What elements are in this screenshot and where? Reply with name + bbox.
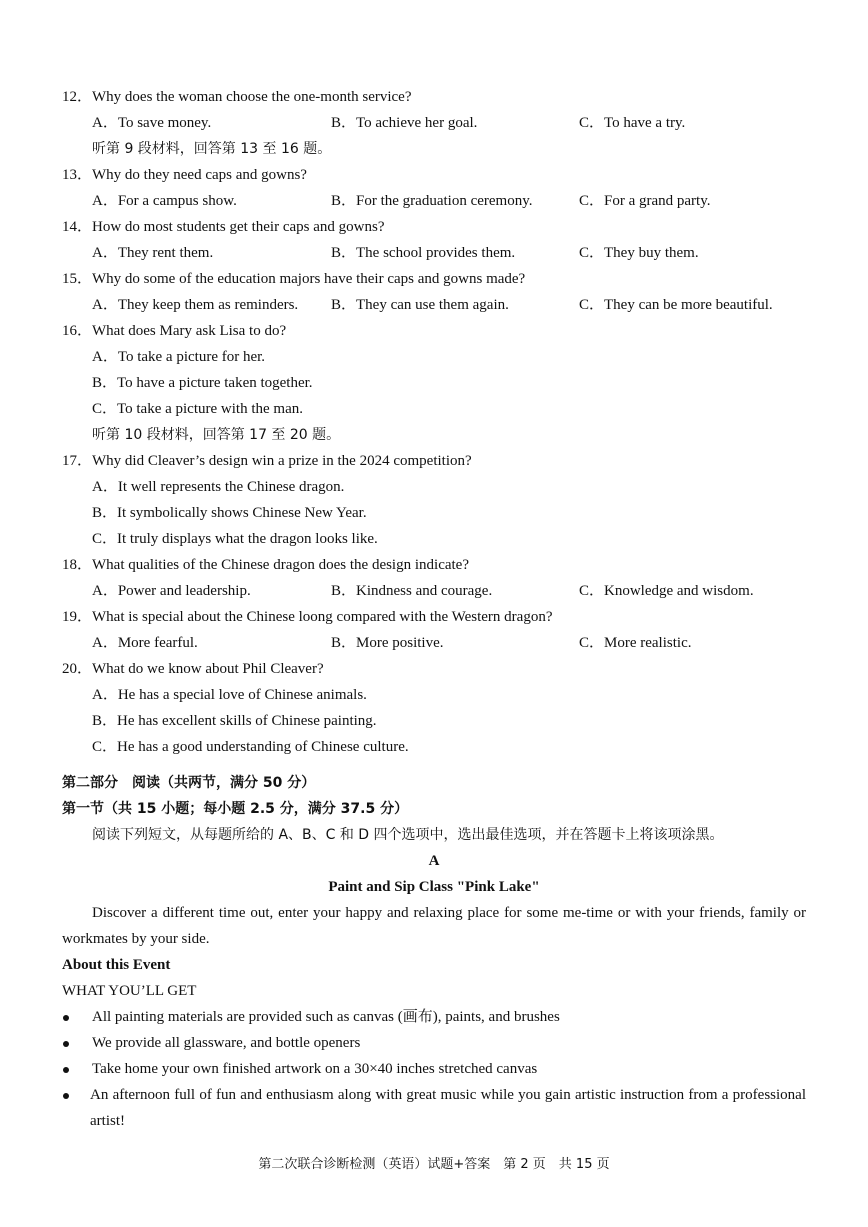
bullet-dot <box>63 1093 69 1099</box>
question-19 <box>62 607 552 627</box>
option-c: C．They can be more beautiful. <box>579 297 773 313</box>
question-number: 16． <box>62 323 93 339</box>
option-b: B．For the graduation ceremony. <box>331 193 533 209</box>
option-b: B．They can use them again. <box>331 297 509 313</box>
question-text: Why do they need caps and gowns? <box>92 167 307 183</box>
option-c: C．Knowledge and wisdom. <box>579 583 754 599</box>
bullet-dot <box>63 1015 69 1021</box>
option-a: A．They keep them as reminders. <box>92 297 299 313</box>
instructions: 阅读下列短文，从每题所给的 A、B、C 和 D 四个选项中，选出最佳选项，并在答题卡上将该项涂黑。 <box>92 827 724 843</box>
option-a: A．For a campus show. <box>92 193 237 209</box>
question-number: 18． <box>62 557 93 573</box>
question-text: What do we know about Phil Cleaver? <box>92 661 324 677</box>
question-18 <box>62 555 469 575</box>
option-b: B．He has excellent skills of Chinese painting. <box>92 713 377 729</box>
option-c: C．To take a picture with the man. <box>92 401 303 417</box>
section-title: 第一节（共 15 小题；每小题 2.5 分，满分 37.5 分） <box>62 801 409 817</box>
get-heading: WHAT YOU’LL GET <box>62 983 197 999</box>
question-number: 12． <box>62 89 93 105</box>
option-b: B．The school provides them. <box>331 245 516 261</box>
option-a: A．It well represents the Chinese dragon. <box>92 479 345 495</box>
question-16 <box>62 321 286 341</box>
question-text: What is special about the Chinese loong compared with the Western dragon? <box>92 609 553 625</box>
question-number: 15． <box>62 271 93 287</box>
option-c: C．He has a good understanding of Chinese culture. <box>92 739 409 755</box>
question-12 <box>62 87 412 107</box>
question-number: 19． <box>62 609 93 625</box>
question-17 <box>62 451 472 471</box>
question-number: 20． <box>62 661 93 677</box>
page-footer: 第二次联合诊断检测（英语）试题+答案 第 2 页 共 15 页 <box>258 1157 610 1172</box>
question-text: Why do some of the education majors have their caps and gowns made? <box>92 271 526 287</box>
option-a: A．More fearful. <box>92 635 198 651</box>
question-number: 17． <box>62 453 93 469</box>
question-text: Why does the woman choose the one-month service? <box>92 89 412 105</box>
option-a: A．To take a picture for her. <box>92 349 266 365</box>
question-text: What qualities of the Chinese dragon does the design indicate? <box>92 557 469 573</box>
option-c: C．They buy them. <box>579 245 699 261</box>
option-c: C．To have a try. <box>579 115 686 131</box>
option-a: A．They rent them. <box>92 245 214 261</box>
option-b: B．More positive. <box>331 635 444 651</box>
option-b: B．Kindness and courage. <box>331 583 493 599</box>
about-heading: About this Event <box>62 957 171 973</box>
question-number: 13． <box>62 167 93 183</box>
question-text: How do most students get their caps and gowns? <box>92 219 385 235</box>
list-item: We provide all glassware, and bottle openers <box>92 1035 361 1051</box>
question-14 <box>62 217 384 237</box>
list-item: Take home your own finished artwork on a 30×40 inches stretched canvas <box>92 1061 538 1077</box>
passage-letter: A <box>428 853 440 869</box>
part-title: 第二部分 阅读（共两节，满分 50 分） <box>62 775 316 791</box>
option-c: C．More realistic. <box>579 635 692 651</box>
passage-intro: Discover a different time out, enter your happy and relaxing place for some me-time or with your friends, family or workmates by your side. <box>62 905 806 947</box>
list-item: An afternoon full of fun and enthusiasm along with great music while you gain artistic instruction from a professional artist! <box>90 1087 806 1129</box>
question-number: 14． <box>62 219 93 235</box>
question-20 <box>62 659 324 679</box>
option-b: B．To have a picture taken together. <box>92 375 313 391</box>
option-c: C．It truly displays what the dragon looks like. <box>92 531 378 547</box>
option-b: B．It symbolically shows Chinese New Year. <box>92 505 367 521</box>
question-text: What does Mary ask Lisa to do? <box>92 323 287 339</box>
list-item: All painting materials are provided such as canvas (画布), paints, and brushes <box>92 1009 560 1025</box>
option-c: C．For a grand party. <box>579 193 711 209</box>
question-13 <box>62 165 307 185</box>
question-text: Why did Cleaver’s design win a prize in the 2024 competition? <box>92 453 472 469</box>
question-15 <box>62 269 525 289</box>
section-intro: 听第 10 段材料，回答第 17 至 20 题。 <box>92 427 341 443</box>
option-a: A．Power and leadership. <box>92 583 251 599</box>
section-intro: 听第 9 段材料，回答第 13 至 16 题。 <box>92 141 332 157</box>
bullet-dot <box>63 1067 69 1073</box>
bullet-dot <box>63 1041 69 1047</box>
option-a: A．To save money. <box>92 115 212 131</box>
option-a: A．He has a special love of Chinese animals. <box>92 687 367 703</box>
passage-title: Paint and Sip Class "Pink Lake" <box>328 879 540 895</box>
option-b: B．To achieve her goal. <box>331 115 478 131</box>
